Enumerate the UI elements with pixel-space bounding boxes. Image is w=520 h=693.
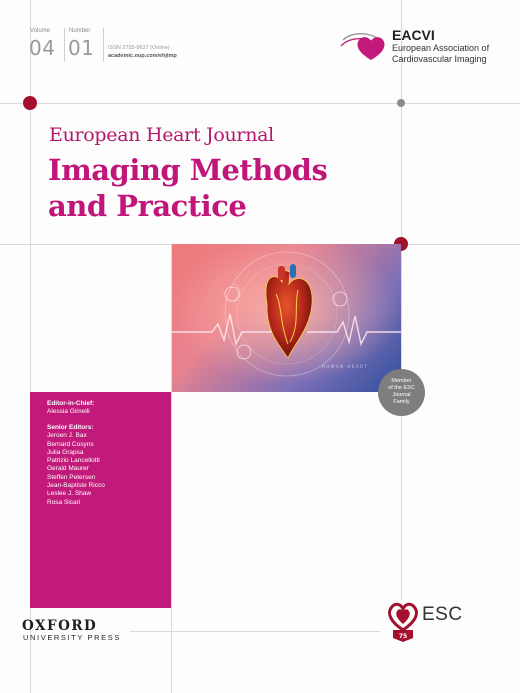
gray-dot-top-right	[397, 99, 405, 107]
senior-editor: Jean-Baptiste Ricco	[47, 482, 105, 490]
esc-anniversary: 75	[398, 633, 408, 640]
grid-line-vertical-right	[401, 0, 402, 600]
oxford-logo-text: OXFORD	[22, 618, 98, 634]
issn-text: ISSN 2755-9637 (Online)	[108, 45, 170, 51]
senior-editor: Bernard Cosyns	[47, 440, 94, 448]
editor-in-chief-label: Editor-in-Chief:	[47, 400, 95, 407]
number-label: Number	[69, 28, 91, 34]
issue-number: 01	[68, 36, 95, 60]
cover-illustration-heart	[172, 244, 401, 392]
grid-line-horizontal-bottom	[130, 631, 380, 632]
university-press-text: UNIVERSITY PRESS	[23, 633, 121, 642]
eacvi-name-line1: European Association of	[392, 43, 490, 53]
grid-line-horizontal-top	[0, 103, 520, 104]
eacvi-name-line2: Cardiovascular Imaging	[392, 54, 487, 64]
volume-label: Volume	[30, 28, 51, 34]
esc-heart-icon	[385, 600, 421, 642]
senior-editor: Steffen Petersen	[47, 473, 96, 481]
esc-member-badge	[378, 369, 425, 416]
journal-url: academic.oup.com/ehjimp	[108, 53, 177, 59]
red-dot-top-left	[23, 96, 37, 110]
senior-editors-label: Senior Editors:	[47, 424, 94, 432]
eacvi-acronym: EACVI	[392, 27, 435, 43]
badge-line1: Member	[391, 378, 412, 384]
heart-illustration	[172, 244, 401, 392]
badge-line3: Journal	[392, 392, 411, 398]
senior-editor: Gerald Maurer	[47, 465, 89, 473]
journal-title-line2: and Practice	[48, 189, 247, 223]
badge-line4: Family	[393, 399, 410, 405]
journal-name: European Heart Journal	[49, 124, 274, 146]
esc-logo-text: ESC	[422, 604, 463, 625]
badge-line2: of the ESC	[388, 385, 415, 391]
meta-separator-1	[64, 28, 65, 62]
senior-editor: Patrizio Lancellotti	[47, 457, 100, 465]
journal-title-line1: Imaging Methods	[48, 153, 328, 187]
eacvi-full-name	[392, 43, 520, 65]
journal-title	[48, 152, 327, 224]
senior-editor: Rosa Sicari	[47, 498, 81, 506]
senior-editor: Leslee J. Shaw	[47, 490, 92, 498]
editors-panel	[30, 392, 171, 608]
senior-editor: Jeroen J. Bax	[47, 432, 87, 440]
editor-in-chief-name: Alessia Gimelli	[47, 408, 90, 415]
meta-separator-2	[103, 28, 104, 62]
senior-editor: Julia Grapsa	[47, 448, 84, 456]
volume-number: 04	[29, 36, 56, 60]
eacvi-heart-icon	[337, 28, 389, 64]
hero-caption: HUMAN HEART	[322, 364, 369, 369]
